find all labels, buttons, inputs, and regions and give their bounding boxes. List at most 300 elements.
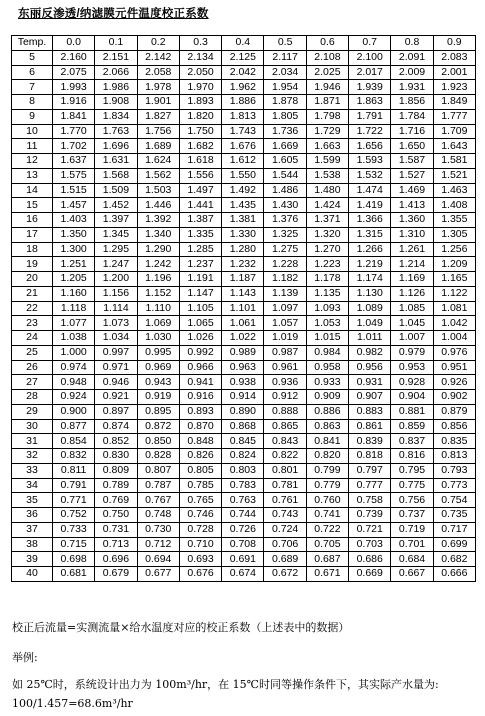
coefficient-cell: 0.951	[433, 360, 475, 375]
coefficient-cell: 1.360	[391, 213, 433, 228]
coefficient-cell: 0.676	[179, 567, 221, 582]
coefficient-cell: 1.763	[95, 124, 137, 139]
coefficient-cell: 0.785	[179, 478, 221, 493]
coefficient-cell: 0.769	[95, 493, 137, 508]
coefficient-cell: 1.182	[264, 272, 306, 287]
coefficient-cell: 1.335	[179, 227, 221, 242]
coefficient-cell: 0.943	[137, 375, 179, 390]
coefficient-cell: 1.135	[306, 286, 348, 301]
coefficient-cell: 1.143	[222, 286, 264, 301]
coefficient-cell: 1.527	[391, 168, 433, 183]
coefficient-cell: 1.169	[391, 272, 433, 287]
coefficient-cell: 1.214	[391, 257, 433, 272]
coefficient-cell: 1.503	[137, 183, 179, 198]
coefficient-cell: 0.992	[179, 345, 221, 360]
example-text-line2: 100/1.457=68.6m³/hr	[12, 697, 133, 710]
coefficient-cell: 0.881	[391, 404, 433, 419]
coefficient-cell: 1.366	[349, 213, 391, 228]
coefficient-cell: 1.000	[53, 345, 95, 360]
coefficient-cell: 0.728	[179, 522, 221, 537]
coefficient-cell: 1.568	[95, 168, 137, 183]
coefficient-cell: 2.091	[391, 50, 433, 65]
coefficient-cell: 0.824	[222, 449, 264, 464]
coefficient-cell: 0.797	[349, 463, 391, 478]
table-row	[12, 522, 476, 537]
coefficient-cell: 0.795	[391, 463, 433, 478]
coefficient-cell: 1.305	[433, 227, 475, 242]
coefficient-cell: 0.733	[53, 522, 95, 537]
coefficient-cell: 1.237	[179, 257, 221, 272]
coefficient-cell: 2.151	[95, 50, 137, 65]
table-row	[12, 345, 476, 360]
coefficient-cell: 1.587	[391, 154, 433, 169]
coefficient-cell: 0.904	[391, 390, 433, 405]
coefficient-cell: 1.139	[264, 286, 306, 301]
coefficient-cell: 0.737	[391, 508, 433, 523]
coefficient-cell: 1.856	[391, 95, 433, 110]
temperature-cell: 21	[12, 286, 53, 301]
coefficient-cell: 1.605	[264, 154, 306, 169]
coefficient-cell: 0.793	[433, 463, 475, 478]
coefficient-cell: 0.807	[137, 463, 179, 478]
coefficient-cell: 2.108	[306, 50, 348, 65]
coefficient-cell: 0.848	[179, 434, 221, 449]
coefficient-cell: 1.813	[222, 109, 264, 124]
coefficient-cell: 2.160	[53, 50, 95, 65]
temperature-cell: 12	[12, 154, 53, 169]
coefficient-cell: 0.775	[391, 478, 433, 493]
coefficient-cell: 0.958	[306, 360, 348, 375]
coefficient-cell: 1.261	[391, 242, 433, 257]
temperature-cell: 16	[12, 213, 53, 228]
coefficient-cell: 1.085	[391, 301, 433, 316]
coefficient-cell: 1.777	[433, 109, 475, 124]
table-row	[12, 257, 476, 272]
temperature-cell: 20	[12, 272, 53, 287]
coefficient-cell: 1.376	[264, 213, 306, 228]
coefficient-cell: 0.701	[391, 537, 433, 552]
coefficient-cell: 1.663	[306, 139, 348, 154]
coefficient-cell: 1.841	[53, 109, 95, 124]
coefficient-cell: 0.961	[264, 360, 306, 375]
coefficient-cell: 0.822	[264, 449, 306, 464]
temperature-cell: 36	[12, 508, 53, 523]
coefficient-cell: 0.689	[264, 552, 306, 567]
table-row	[12, 286, 476, 301]
coefficient-cell: 1.089	[349, 301, 391, 316]
column-header: 0.2	[137, 36, 179, 51]
coefficient-cell: 0.921	[95, 390, 137, 405]
temperature-cell: 39	[12, 552, 53, 567]
coefficient-cell: 0.845	[222, 434, 264, 449]
coefficient-cell: 2.050	[179, 65, 221, 80]
coefficient-cell: 1.042	[433, 316, 475, 331]
column-header: 0.3	[179, 36, 221, 51]
coefficient-cell: 1.863	[349, 95, 391, 110]
temperature-cell: 29	[12, 404, 53, 419]
coefficient-cell: 1.101	[222, 301, 264, 316]
coefficient-cell: 1.599	[306, 154, 348, 169]
table-row	[12, 198, 476, 213]
coefficient-cell: 1.270	[306, 242, 348, 257]
coefficient-cell: 0.687	[306, 552, 348, 567]
coefficient-cell: 0.828	[137, 449, 179, 464]
table-row	[12, 50, 476, 65]
coefficient-cell: 1.187	[222, 272, 264, 287]
coefficient-cell: 0.832	[53, 449, 95, 464]
coefficient-cell: 2.058	[137, 65, 179, 80]
coefficient-cell: 0.835	[433, 434, 475, 449]
temperature-cell: 14	[12, 183, 53, 198]
coefficient-cell: 1.015	[306, 331, 348, 346]
example-text-line1: 如 25℃时，系统设计出力为 100m³/hr，在 15℃时同等操作条件下，其实际产水量为:	[12, 678, 439, 691]
coefficient-cell: 1.280	[222, 242, 264, 257]
coefficient-cell: 1.931	[391, 80, 433, 95]
column-header: 0.5	[264, 36, 306, 51]
coefficient-cell: 0.789	[95, 478, 137, 493]
coefficient-cell: 1.049	[349, 316, 391, 331]
coefficient-cell: 0.712	[137, 537, 179, 552]
coefficient-cell: 0.741	[306, 508, 348, 523]
coefficient-cell: 0.791	[53, 478, 95, 493]
coefficient-cell: 1.209	[433, 257, 475, 272]
table-row	[12, 331, 476, 346]
coefficient-cell: 1.126	[391, 286, 433, 301]
coefficient-cell: 1.986	[95, 80, 137, 95]
table-row	[12, 567, 476, 582]
coefficient-cell: 1.178	[306, 272, 348, 287]
coefficient-cell: 0.809	[95, 463, 137, 478]
coefficient-cell: 1.656	[349, 139, 391, 154]
coefficient-cell: 1.916	[53, 95, 95, 110]
coefficient-cell: 0.902	[433, 390, 475, 405]
table-row	[12, 390, 476, 405]
coefficient-cell: 0.933	[306, 375, 348, 390]
coefficient-cell: 0.989	[222, 345, 264, 360]
table-row	[12, 508, 476, 523]
coefficient-cell: 0.872	[137, 419, 179, 434]
coefficient-cell: 0.974	[53, 360, 95, 375]
coefficient-cell: 0.682	[433, 552, 475, 567]
coefficient-cell: 1.053	[306, 316, 348, 331]
coefficient-cell: 1.114	[95, 301, 137, 316]
coefficient-cell: 0.710	[179, 537, 221, 552]
coefficient-cell: 1.022	[222, 331, 264, 346]
table-row	[12, 301, 476, 316]
coefficient-cell: 0.713	[95, 537, 137, 552]
temperature-cell: 19	[12, 257, 53, 272]
coefficient-cell: 0.820	[306, 449, 348, 464]
coefficient-cell: 0.715	[53, 537, 95, 552]
coefficient-cell: 1.946	[306, 80, 348, 95]
coefficient-cell: 0.979	[391, 345, 433, 360]
coefficient-cell: 1.030	[137, 331, 179, 346]
coefficient-cell: 1.923	[433, 80, 475, 95]
coefficient-cell: 1.446	[137, 198, 179, 213]
coefficient-cell: 1.871	[306, 95, 348, 110]
coefficient-cell: 0.752	[53, 508, 95, 523]
coefficient-cell: 0.767	[137, 493, 179, 508]
coefficient-cell: 0.763	[222, 493, 264, 508]
coefficient-cell: 1.722	[349, 124, 391, 139]
coefficient-cell: 1.834	[95, 109, 137, 124]
coefficient-cell: 1.509	[95, 183, 137, 198]
coefficient-cell: 1.939	[349, 80, 391, 95]
coefficient-cell: 1.152	[137, 286, 179, 301]
coefficient-cell: 0.724	[264, 522, 306, 537]
coefficient-cell: 1.275	[264, 242, 306, 257]
coefficient-cell: 1.784	[391, 109, 433, 124]
coefficient-cell: 0.888	[264, 404, 306, 419]
coefficient-cell: 1.538	[306, 168, 348, 183]
temperature-cell: 6	[12, 65, 53, 80]
coefficient-cell: 0.787	[137, 478, 179, 493]
coefficient-cell: 0.686	[349, 552, 391, 567]
coefficient-cell: 0.984	[306, 345, 348, 360]
temperature-cell: 17	[12, 227, 53, 242]
coefficient-cell: 0.883	[349, 404, 391, 419]
temperature-cell: 32	[12, 449, 53, 464]
coefficient-cell: 0.805	[179, 463, 221, 478]
temperature-cell: 13	[12, 168, 53, 183]
coefficient-cell: 0.679	[95, 567, 137, 582]
temperature-cell: 33	[12, 463, 53, 478]
coefficient-cell: 0.948	[53, 375, 95, 390]
coefficient-cell: 0.956	[349, 360, 391, 375]
coefficient-cell: 0.677	[137, 567, 179, 582]
coefficient-cell: 1.034	[95, 331, 137, 346]
coefficient-cell: 1.908	[95, 95, 137, 110]
coefficient-cell: 1.290	[137, 242, 179, 257]
coefficient-cell: 0.890	[222, 404, 264, 419]
coefficient-cell: 0.868	[222, 419, 264, 434]
coefficient-cell: 1.770	[53, 124, 95, 139]
coefficient-cell: 0.971	[95, 360, 137, 375]
temperature-cell: 31	[12, 434, 53, 449]
coefficient-cell: 1.355	[433, 213, 475, 228]
coefficient-cell: 0.811	[53, 463, 95, 478]
coefficient-cell: 1.228	[264, 257, 306, 272]
coefficient-cell: 0.726	[222, 522, 264, 537]
coefficient-cell: 0.941	[179, 375, 221, 390]
formula-note: 校正后流量=实测流量×给水温度对应的校正系数（上述表中的数据）	[12, 621, 350, 634]
coefficient-cell: 1.702	[53, 139, 95, 154]
coefficient-cell: 0.924	[53, 390, 95, 405]
coefficient-cell: 0.779	[306, 478, 348, 493]
coefficient-cell: 1.387	[179, 213, 221, 228]
temperature-cell: 35	[12, 493, 53, 508]
table-header-row	[12, 36, 476, 51]
table-row	[12, 434, 476, 449]
coefficient-cell: 0.987	[264, 345, 306, 360]
coefficient-cell: 1.716	[391, 124, 433, 139]
temperature-cell: 26	[12, 360, 53, 375]
table-row	[12, 95, 476, 110]
table-row	[12, 242, 476, 257]
coefficient-cell: 0.818	[349, 449, 391, 464]
coefficient-cell: 2.025	[306, 65, 348, 80]
coefficient-cell: 1.424	[306, 198, 348, 213]
coefficient-cell: 0.813	[433, 449, 475, 464]
coefficient-cell: 0.852	[95, 434, 137, 449]
coefficient-cell: 0.897	[95, 404, 137, 419]
coefficient-cell: 0.760	[306, 493, 348, 508]
temperature-cell: 5	[12, 50, 53, 65]
coefficient-cell: 1.011	[349, 331, 391, 346]
coefficient-cell: 1.954	[264, 80, 306, 95]
coefficient-cell: 0.781	[264, 478, 306, 493]
coefficient-cell: 0.717	[433, 522, 475, 537]
coefficient-cell: 1.756	[137, 124, 179, 139]
temperature-cell: 7	[12, 80, 53, 95]
coefficient-cell: 0.754	[433, 493, 475, 508]
temperature-cell: 25	[12, 345, 53, 360]
coefficient-cell: 1.165	[433, 272, 475, 287]
coefficient-cell: 1.486	[264, 183, 306, 198]
coefficient-cell: 0.777	[349, 478, 391, 493]
coefficient-cell: 1.320	[306, 227, 348, 242]
coefficient-cell: 2.009	[391, 65, 433, 80]
coefficient-cell: 2.042	[222, 65, 264, 80]
coefficient-cell: 1.709	[433, 124, 475, 139]
table-row	[12, 404, 476, 419]
coefficient-cell: 1.689	[137, 139, 179, 154]
table-row	[12, 109, 476, 124]
coefficient-cell: 0.861	[349, 419, 391, 434]
coefficient-cell: 0.909	[306, 390, 348, 405]
coefficient-cell: 0.826	[179, 449, 221, 464]
column-header: 0.8	[391, 36, 433, 51]
coefficient-cell: 1.285	[179, 242, 221, 257]
coefficient-cell: 1.061	[222, 316, 264, 331]
coefficient-cell: 0.816	[391, 449, 433, 464]
coefficient-cell: 1.575	[53, 168, 95, 183]
coefficient-cell: 1.750	[179, 124, 221, 139]
coefficient-cell: 0.721	[349, 522, 391, 537]
coefficient-cell: 1.118	[53, 301, 95, 316]
coefficient-cell: 0.735	[433, 508, 475, 523]
coefficient-cell: 1.122	[433, 286, 475, 301]
coefficient-cell: 1.057	[264, 316, 306, 331]
coefficient-cell: 2.083	[433, 50, 475, 65]
table-row	[12, 316, 476, 331]
coefficient-cell: 1.581	[433, 154, 475, 169]
coefficient-cell: 0.756	[391, 493, 433, 508]
coefficient-cell: 0.893	[179, 404, 221, 419]
coefficient-cell: 1.430	[264, 198, 306, 213]
coefficient-cell: 1.463	[433, 183, 475, 198]
coefficient-cell: 1.266	[349, 242, 391, 257]
coefficient-cell: 1.038	[53, 331, 95, 346]
column-header: 0.4	[222, 36, 264, 51]
coefficient-cell: 1.403	[53, 213, 95, 228]
coefficient-cell: 2.034	[264, 65, 306, 80]
coefficient-cell: 0.681	[53, 567, 95, 582]
coefficient-cell: 1.544	[264, 168, 306, 183]
coefficient-cell: 2.100	[349, 50, 391, 65]
document-title: 东丽反渗透/纳滤膜元件温度校正系数	[18, 8, 209, 20]
coefficient-cell: 0.750	[95, 508, 137, 523]
coefficient-cell: 0.837	[391, 434, 433, 449]
coefficient-cell: 1.310	[391, 227, 433, 242]
coefficient-cell: 0.691	[222, 552, 264, 567]
coefficient-cell: 1.480	[306, 183, 348, 198]
coefficient-cell: 0.963	[222, 360, 264, 375]
coefficient-cell: 0.693	[179, 552, 221, 567]
coefficient-cell: 1.419	[349, 198, 391, 213]
coefficient-cell: 0.865	[264, 419, 306, 434]
coefficient-cell: 0.874	[95, 419, 137, 434]
coefficient-cell: 1.065	[179, 316, 221, 331]
coefficient-cell: 1.805	[264, 109, 306, 124]
coefficient-cell: 1.069	[137, 316, 179, 331]
coefficient-cell: 1.515	[53, 183, 95, 198]
table-row	[12, 537, 476, 552]
coefficient-cell: 1.093	[306, 301, 348, 316]
coefficient-cell: 0.803	[222, 463, 264, 478]
coefficient-cell: 1.045	[391, 316, 433, 331]
coefficient-cell: 1.392	[137, 213, 179, 228]
coefficient-cell: 0.719	[391, 522, 433, 537]
coefficient-cell: 1.631	[95, 154, 137, 169]
temperature-cell: 15	[12, 198, 53, 213]
coefficient-cell: 1.696	[95, 139, 137, 154]
coefficient-cell: 1.970	[179, 80, 221, 95]
coefficient-cell: 0.982	[349, 345, 391, 360]
coefficient-cell: 0.912	[264, 390, 306, 405]
coefficient-cell: 0.758	[349, 493, 391, 508]
coefficient-cell: 1.682	[179, 139, 221, 154]
coefficient-cell: 1.532	[349, 168, 391, 183]
coefficient-cell: 1.497	[179, 183, 221, 198]
temperature-cell: 8	[12, 95, 53, 110]
coefficient-cell: 0.916	[179, 390, 221, 405]
coefficient-cell: 1.474	[349, 183, 391, 198]
coefficient-cell: 1.300	[53, 242, 95, 257]
coefficient-cell: 1.556	[179, 168, 221, 183]
coefficient-cell: 1.624	[137, 154, 179, 169]
coefficient-cell: 1.077	[53, 316, 95, 331]
coefficient-cell: 0.708	[222, 537, 264, 552]
table-row	[12, 139, 476, 154]
coefficient-cell: 1.650	[391, 139, 433, 154]
coefficient-cell: 0.705	[306, 537, 348, 552]
coefficient-cell: 0.674	[222, 567, 264, 582]
coefficient-cell: 2.075	[53, 65, 95, 80]
coefficient-cell: 1.736	[264, 124, 306, 139]
coefficient-cell: 1.521	[433, 168, 475, 183]
coefficient-cell: 1.593	[349, 154, 391, 169]
coefficient-cell: 0.938	[222, 375, 264, 390]
table-row	[12, 493, 476, 508]
coefficient-cell: 1.827	[137, 109, 179, 124]
coefficient-cell: 1.452	[95, 198, 137, 213]
coefficient-cell: 2.066	[95, 65, 137, 80]
table-row	[12, 168, 476, 183]
column-header: 0.7	[349, 36, 391, 51]
coefficient-cell: 0.731	[95, 522, 137, 537]
coefficient-cell: 1.408	[433, 198, 475, 213]
coefficient-cell: 0.997	[95, 345, 137, 360]
coefficient-cell: 1.110	[137, 301, 179, 316]
coefficient-cell: 0.859	[391, 419, 433, 434]
coefficient-cell: 1.174	[349, 272, 391, 287]
coefficient-cell: 1.993	[53, 80, 95, 95]
coefficient-cell: 1.492	[222, 183, 264, 198]
coefficient-cell: 0.748	[137, 508, 179, 523]
coefficient-cell: 1.550	[222, 168, 264, 183]
coefficient-cell: 0.703	[349, 537, 391, 552]
